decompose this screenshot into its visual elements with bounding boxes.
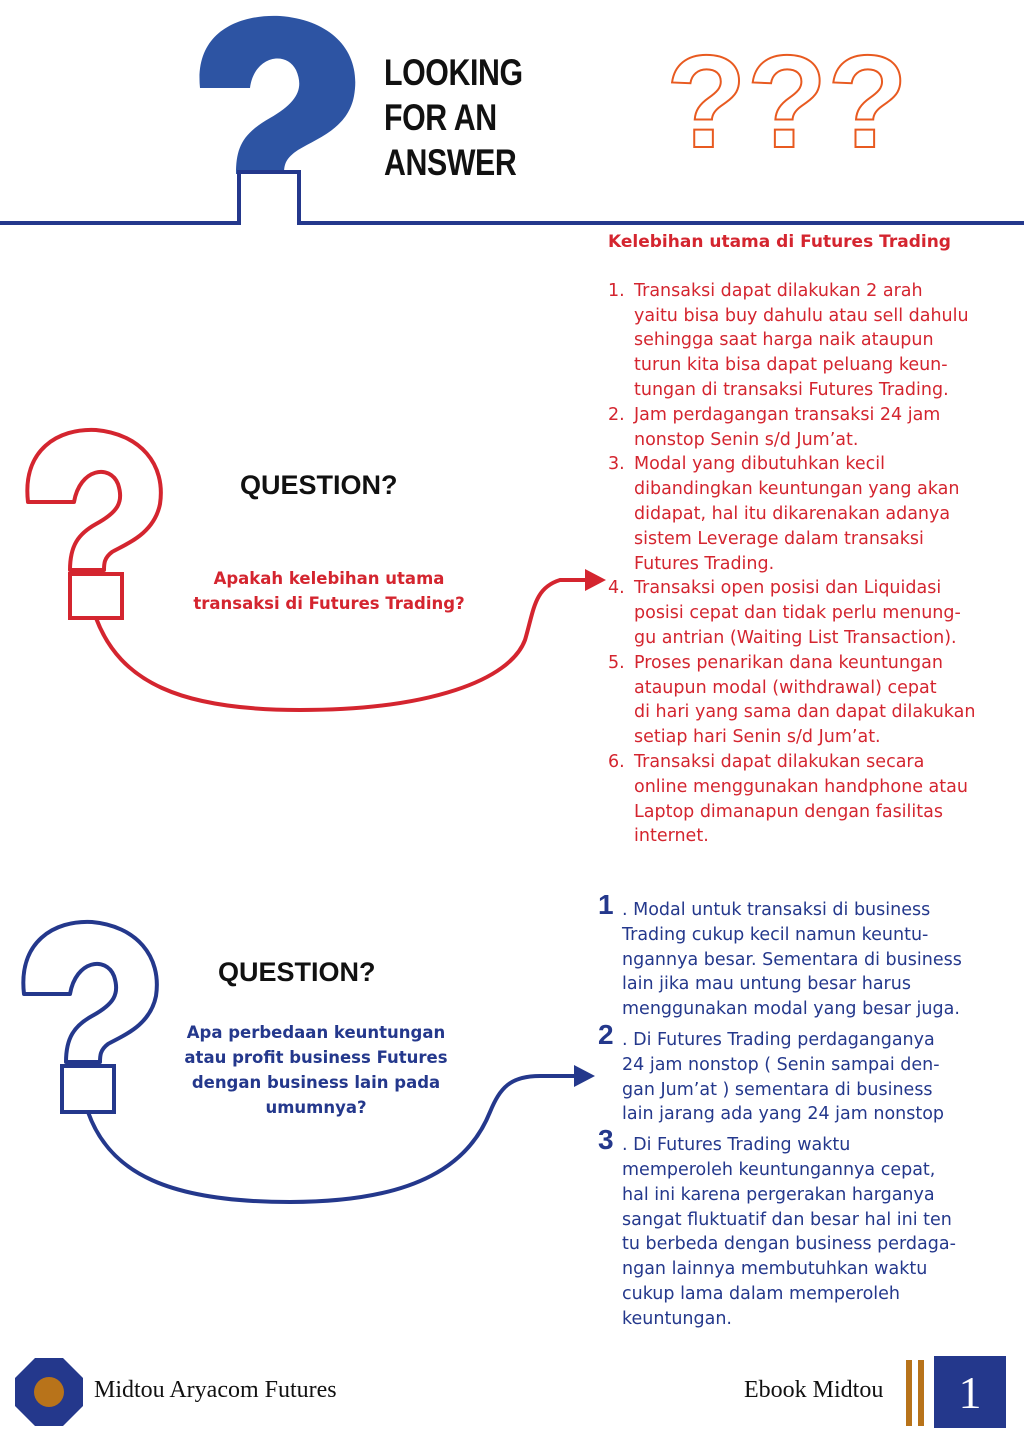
- answer-2-block: [598, 889, 1008, 1338]
- list-item-number: 5.: [608, 652, 625, 673]
- answer-2-list: [598, 889, 1008, 1332]
- list-item-text: . Modal untuk transaksi di business Trading cukup kecil namun keuntu- ngannya besar. Sementara di business lain jika mau untung besar harus menggunakan modal yang besar juga.: [622, 900, 962, 1020]
- ebook-label: Ebook Midtou: [744, 1377, 884, 1403]
- list-item: [598, 1124, 1008, 1331]
- question-1-heading: QUESTION?: [240, 470, 398, 500]
- title-line-3: ANSWER: [384, 142, 517, 183]
- company-name: Midtou Aryacom Futures: [94, 1377, 337, 1403]
- list-item: [608, 403, 1008, 453]
- question-marks-decor: ???: [666, 28, 908, 175]
- list-item-number: 3: [598, 1124, 614, 1156]
- answer-1-title: Kelebihan utama di Futures Trading: [608, 232, 951, 252]
- list-item-text: Transaksi dapat dilakukan secara online menggunakan handphone atau Laptop dimanapun dengan fasilitas internet.: [634, 751, 968, 847]
- title-line-1: LOOKING: [384, 52, 523, 93]
- list-item-text: . Di Futures Trading perdaganganya 24 jam nonstop ( Senin sampai den- gan Jum’at ) sementara di business lain jarang ada yang 24 jam nonstop: [622, 1029, 945, 1125]
- list-item: [598, 889, 1008, 1022]
- page-number: [934, 1356, 1006, 1428]
- list-item-text: Proses penarikan dana keuntungan ataupun modal (withdrawal) cepat di hari yang sama dan dapat dilakukan setiap hari Senin s/d Jum’at.: [634, 652, 976, 748]
- list-item-text: Modal yang dibutuhkan kecil dibandingkan keuntungan yang akan didapat, hal itu dikarenakan adanya sistem Leverage dalam transaksi Futures Trading.: [634, 454, 960, 574]
- list-item-text: . Di Futures Trading waktu memperoleh keuntungannya cepat, hal ini karena pergerakan harganya sangat fluktuatif dan besar hal ini ten tu berbeda dengan business perdaga- ngan lainnya membutuhkan waktu cukup lama dalam memperoleh keuntungan.: [622, 1135, 956, 1329]
- list-item-number: 1.: [608, 280, 625, 301]
- list-item-text: Transaksi open posisi dan Liquidasi posisi cepat dan tidak perlu menung- gu antrian (Waiting List Transaction).: [634, 578, 961, 648]
- list-item-number: 3.: [608, 454, 625, 475]
- list-item: [598, 1018, 1008, 1127]
- page-number-text: 1: [958, 1366, 982, 1418]
- orange-question-marks-icon: [666, 28, 908, 175]
- list-item-number: 6.: [608, 751, 625, 772]
- list-item-text: Jam perdagangan transaksi 24 jam nonstop Senin s/d Jum’at.: [634, 404, 941, 450]
- question-1-text: Apakah kelebihan utama transaksi di Futures Trading?: [193, 569, 465, 613]
- list-item-number: 2.: [608, 404, 625, 425]
- question-2-text: Apa perbedaan keuntungan atau profit business Futures dengan business lain pada umumnya?: [184, 1023, 448, 1117]
- list-item: [608, 651, 1008, 750]
- title-line-2: FOR AN: [384, 97, 497, 138]
- answer-1-list: [608, 279, 1008, 849]
- list-item: [608, 750, 1008, 849]
- page-title: [384, 50, 581, 185]
- list-item: [608, 576, 1008, 650]
- company-logo-icon: [14, 1357, 84, 1427]
- answer-1-block: [608, 230, 1008, 849]
- list-item: [608, 279, 1008, 403]
- list-item-text: Transaksi dapat dilakukan 2 arah yaitu bisa buy dahulu atau sell dahulu sehingga saat harga naik ataupun turun kita bisa dapat peluang keun- tungan di transaksi Futures Trading.: [634, 280, 969, 400]
- list-item: [608, 452, 1008, 576]
- question-2-heading: QUESTION?: [218, 957, 376, 987]
- accent-bar-1: [906, 1360, 912, 1426]
- list-item-number: 1: [598, 889, 614, 920]
- list-item-number: 2: [598, 1018, 614, 1050]
- accent-bar-2: [918, 1360, 924, 1426]
- list-item-number: 4.: [608, 578, 625, 599]
